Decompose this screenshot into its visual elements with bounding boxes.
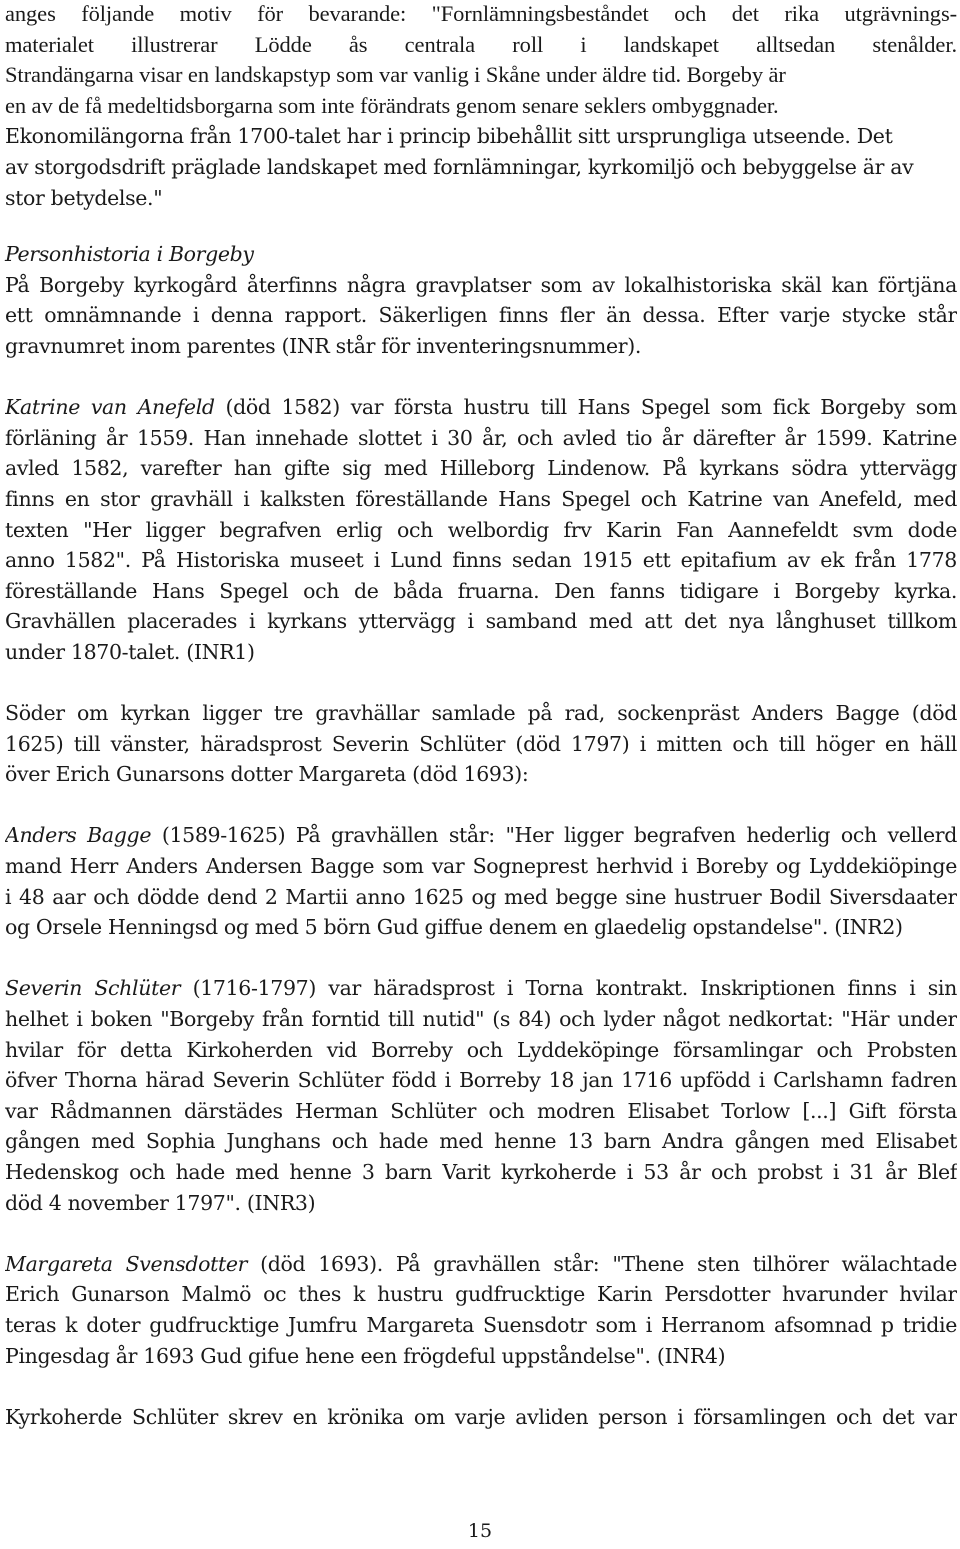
text-span: (1716-1797) var häradsprost i Torna kontrakt. Inskriptionen finns i sin [180,976,957,1001]
person-name: Margareta Svensdotter [5,1251,248,1276]
text-line: anges följande motiv för bevarande: "Fornlämningsbeståndet och det rika utgrävnings- [5,1,957,26]
page-number: 15 [467,1520,493,1542]
intro-paragraph [5,0,957,213]
text-line: mand Herr Anders Andersen Bagge som var Sogneprest herhvid i Boreby og Lyddekiöpinge [5,854,957,879]
person-name: Anders Bagge [5,823,152,848]
text-line: gången med Sophia Junghans och hade med henne 13 barn Andra gången med Elisabet [5,1129,957,1154]
text-line: helhet i boken "Borgeby från forntid till nutid" (s 84) och lyder något nedkortat: "Här under [5,1007,957,1031]
text-line: en av de få medeltidsborgarna som inte förändrats genom senare seklers ombyggnader. [5,92,779,118]
text-line: Hedenskog och hade med henne 3 barn Varit kyrkoherde i 53 år och probst i 31 år Blef [5,1159,957,1184]
text-line: materialet illustrerar Lödde ås centrala roll i landskapet alltsedan stenålder. [5,31,957,57]
paragraph-intro-graves [5,270,957,362]
paragraph-katrine [5,392,957,667]
person-name: Katrine van Anefeld [5,395,215,420]
text-line: Pingesdag år 1693 Gud gifue hene een frögdeful uppståndelse". (INR4) [5,1343,726,1368]
text-span: (död 1693). På gravhällen står: "Thene sten tilhörer wälachtade [247,1251,957,1276]
document-page [5,0,957,1432]
text-line [5,392,957,423]
text-line: Kyrkoherde Schlüter skrev en krönika om varje avliden person i församlingen och det var [5,1404,957,1429]
text-line: stor betydelse." [5,185,163,210]
paragraph-chronicle [5,1402,957,1433]
text-line: Gravhällen placerades i kyrkans yttervägg i samband med att det nya långhuset tillkom [5,609,957,634]
text-line: av storgodsdrift präglade landskapet med fornlämningar, kyrkomiljö och bebyggelse är av [5,154,914,179]
text-line: På Borgeby kyrkogård återfinns några gravplatser som av lokalhistoriska skäl kan förtjäna [5,272,957,297]
text-line: og Orsele Henningsd og med 5 börn Gud giffue denem en glaedelig opstandelse". (INR2) [5,915,903,940]
text-line: Ekonomilängorna från 1700-talet har i princip bibehållit sitt ursprungliga utseende. Det [5,124,893,149]
text-line: teras k doter gudfrucktige Jumfru Margareta Suensdotr som i Herranom afsomnad p tridie [5,1312,957,1337]
text-line: Strandängarna visar en landskapstyp som var vanlig i Skåne under äldre tid. Borgeby är [5,62,786,88]
text-line: föreställande Hans Spegel och de båda fruarna. Den fanns tidigare i Borgeby kyrka. [5,578,957,603]
text-line: var Rådmannen därstädes Herman Schlüter och modren Elisabet Torlow [...] Gift första [5,1098,957,1123]
text-line: förläning år 1559. Han innehade slottet i 30 år, och avled tio år därefter år 1599. Katrine [5,425,957,450]
text-line: i 48 aar och dödde dend 2 Martii anno 1625 og med begge sine hustruer Bodil Siversdaater [5,884,957,909]
text-line [5,1249,957,1280]
section-heading: Personhistoria i Borgeby [5,242,254,267]
text-line [5,973,957,1004]
person-name: Severin Schlüter [5,976,181,1001]
paragraph-three-graves [5,698,957,790]
paragraph-anders-bagge [5,820,957,942]
text-line: öfver Thorna härad Severin Schlüter född i Borreby 18 jan 1716 upfödd i Carlshamn fadren [5,1068,957,1093]
text-line [5,820,957,851]
text-line: Erich Gunarson Malmö oc thes k hustru gudfrucktige Karin Persdotter hvarunder hvilar [5,1282,957,1307]
text-line: texten "Her ligger begrafven erlig och welbordig frv Karin Fan Aannefeldt svm dode [5,517,957,542]
text-line: finns en stor gravhäll i kalksten föreställande Hans Spegel och Katrine van Anefeld, med [5,486,957,511]
text-line: under 1870-talet. (INR1) [5,639,255,664]
text-line: anno 1582". På Historiska museet i Lund finns sedan 1915 ett epitafium av ek från 1778 [5,548,957,573]
text-span: (död 1582) var första hustru till Hans Spegel som fick Borgeby som [214,395,957,420]
paragraph-margareta [5,1249,957,1371]
text-line: gravnumret inom parentes (INR står för inventeringsnummer). [5,333,642,358]
text-line: 1625) till vänster, häradsprost Severin Schlüter (död 1797) i mitten och till höger en häll [5,731,957,756]
paragraph-severin-schluter [5,973,957,1218]
text-line: Söder om kyrkan ligger tre gravhällar samlade på rad, sockenpräst Anders Bagge (död [5,701,957,726]
text-line: ett omnämnande i denna rapport. Säkerligen finns fler än dessa. Efter varje stycke står [5,303,957,328]
text-line: död 4 november 1797". (INR3) [5,1190,316,1215]
text-span: (1589-1625) På gravhällen står: "Her ligger begrafven hederlig och vellerd [151,823,957,848]
text-line: avled 1582, varefter han gifte sig med Hilleborg Lindenow. På kyrkans södra yttervägg [5,456,957,481]
text-line: hvilar för detta Kirkoherden vid Borreby och Lyddeköpinge församlingar och Probsten [5,1037,957,1062]
text-line: över Erich Gunarsons dotter Margareta (död 1693): [5,762,529,787]
